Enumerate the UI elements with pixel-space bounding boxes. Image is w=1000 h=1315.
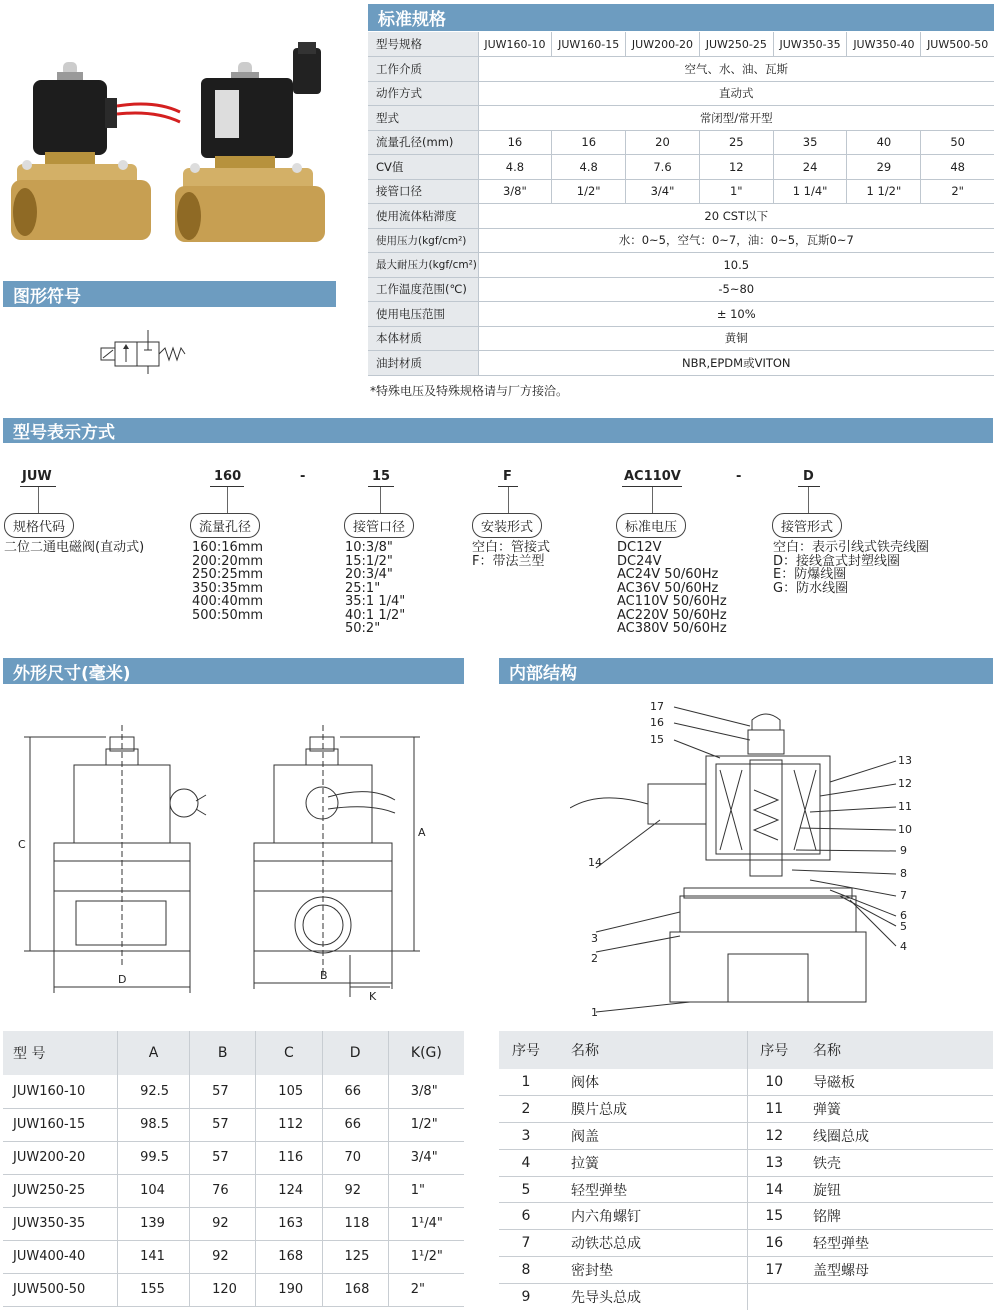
col-header: B [190,1031,256,1075]
internal-structure-drawing [570,700,920,1020]
struct-num: 9 [900,844,907,857]
spec-model: JUW500-50 [921,32,994,57]
spec-value: 20 [626,130,700,155]
code-port: 15 [372,469,391,484]
parts-table [499,1031,993,1310]
spec-row [368,106,994,131]
code-juw: JUW [22,469,52,484]
dim-section-header [3,658,464,684]
spec-value: 20 CST以下 [478,204,994,229]
col-header: 型 号 [3,1031,118,1075]
spec-value: 1 1/4" [773,179,847,204]
struct-num: 8 [900,867,907,880]
desc-bore: 160:16mm 200:20mm 250:25mm 350:35mm 400:40mm 500:50mm [192,540,264,623]
dim-letter-a: A [418,826,426,839]
spec-model: JUW350-40 [847,32,921,57]
spec-row [368,204,994,229]
table-header-row [499,1031,993,1069]
spec-value: 直动式 [478,81,994,106]
table-row: JUW500-50 155 120 190 168 2" [3,1273,464,1306]
code-conn: D [803,469,814,484]
dim-section-title: 外形尺寸(毫米) [13,663,131,684]
table-row: 6 内六角螺钉 15 铭牌 [499,1203,993,1230]
dimension-drawing [10,725,450,1010]
spec-row-models [368,32,994,57]
desc-volt: DC12V DC24V AC24V 50/60Hz AC36V 50/60Hz AC110V 50/60Hz AC220V 50/60Hz AC380V 50/60Hz [617,540,727,636]
struct-num: 7 [900,889,907,902]
spec-model: JUW160-10 [478,32,552,57]
spec-label: 工作介质 [368,57,478,82]
code-volt: AC110V [624,469,681,484]
spec-value: ± 10% [478,302,994,327]
spec-row [368,228,994,253]
spec-table [368,32,994,376]
spec-value: 25 [699,130,773,155]
spec-value: 7.6 [626,155,700,180]
spec-model: JUW350-35 [773,32,847,57]
table-row: 4 拉簧 13 铁壳 [499,1149,993,1176]
table-row: 8 密封垫 17 盖型螺母 [499,1257,993,1284]
table-row: 9 先导头总成 [499,1283,993,1310]
table-row: JUW400-40 141 92 168 125 1¹/2" [3,1240,464,1273]
struct-num: 13 [898,754,912,767]
spec-value: -5~80 [478,277,994,302]
label-mount: 安装形式 [472,513,542,538]
spec-value: 4.8 [478,155,552,180]
spec-row [368,81,994,106]
struct-num: 11 [898,800,912,813]
dim-letter-d: D [118,973,127,986]
struct-num: 1 [591,1006,598,1019]
spec-value: 黄铜 [478,326,994,351]
spec-row [368,326,994,351]
table-row: JUW160-10 92.5 57 105 66 3/8" [3,1075,464,1108]
struct-section-title: 内部结构 [509,663,577,684]
label-volt: 标准电压 [616,513,686,538]
spec-value: 空气、水、油、瓦斯 [478,57,994,82]
label-bore: 流量孔径 [190,513,260,538]
struct-num: 10 [898,823,912,836]
code-dash: - [736,469,742,484]
struct-num: 16 [650,716,664,729]
col-header: 名称 [801,1031,993,1069]
spec-value: 2" [921,179,994,204]
table-row: 2 膜片总成 11 弹簧 [499,1096,993,1123]
product-photo [5,40,335,250]
col-header: K(G) [388,1031,464,1075]
struct-num: 4 [900,940,907,953]
spec-section-title: 标准规格 [378,10,446,30]
struct-num: 6 [900,909,907,922]
spec-value: 4.8 [552,155,626,180]
dim-letter-c: C [18,838,26,851]
spec-section-header [368,4,994,31]
spec-row [368,277,994,302]
col-header: D [322,1031,388,1075]
struct-num: 12 [898,777,912,790]
spec-note: *特殊电压及特殊规格请与厂方接洽。 [370,384,569,398]
desc-port: 10:3/8" 15:1/2" 20:3/4" 25:1" 35:1 1/4" 40:1 1/2" 50:2" [345,540,406,636]
spec-model: JUW160-15 [552,32,626,57]
spec-value: 16 [552,130,626,155]
spec-value: 常闭型/常开型 [478,106,994,131]
spec-value: NBR,EPDM或VITON [478,351,994,376]
spec-label: 型式 [368,106,478,131]
col-header: 序号 [747,1031,801,1069]
spec-label: 使用压力(kgf/cm²) [368,228,478,253]
desc-mount: 空白：管接式 F：带法兰型 [472,540,551,569]
col-header: A [118,1031,190,1075]
desc-juw: 二位二通电磁阀(直动式) [4,540,145,555]
spec-value: 40 [847,130,921,155]
table-row: 3 阀盖 12 线圈总成 [499,1123,993,1150]
spec-value: 1" [699,179,773,204]
spec-value: 50 [921,130,994,155]
col-header: C [256,1031,322,1075]
spec-value: 1 1/2" [847,179,921,204]
spec-row [368,57,994,82]
desc-conn: 空白：表示引线式铁壳线圈 D：接线盒式封塑线圈 E：防爆线圈 G：防水线圈 [773,540,930,596]
code-bore: 160 [214,469,242,484]
spec-value: 水：0~5，空气：0~7，油：0~5，瓦斯0~7 [478,228,994,253]
spec-label: 使用流体粘滞度 [368,204,478,229]
code-mount: F [503,469,512,484]
struct-num: 14 [588,856,602,869]
struct-num: 17 [650,700,664,713]
spec-label: 型号规格 [368,32,478,57]
spec-label: 接管口径 [368,179,478,204]
spec-label: 使用电压范围 [368,302,478,327]
spec-row [368,351,994,376]
spec-label: 工作温度范围(℃) [368,277,478,302]
spec-row [368,302,994,327]
table-row: 5 轻型弹垫 14 旋钮 [499,1176,993,1203]
col-header: 序号 [499,1031,553,1069]
table-row: 1 阀体 10 导磁板 [499,1069,993,1096]
label-port: 接管口径 [344,513,414,538]
table-row: JUW350-35 139 92 163 118 1¹/4" [3,1207,464,1240]
symbol-section-header [3,281,336,307]
spec-value: 48 [921,155,994,180]
spec-label: CV值 [368,155,478,180]
struct-num: 5 [900,920,907,933]
symbol-section-title: 图形符号 [13,286,81,307]
label-conn: 接管形式 [772,513,842,538]
spec-label: 油封材质 [368,351,478,376]
spec-value: 3/4" [626,179,700,204]
table-row: JUW160-15 98.5 57 112 66 1/2" [3,1108,464,1141]
struct-num: 2 [591,952,598,965]
struct-section-header [499,658,993,684]
spec-label: 最大耐压力(kgf/cm²) [368,253,478,278]
spec-value: 3/8" [478,179,552,204]
spec-value: 1/2" [552,179,626,204]
spec-row [368,155,994,180]
spec-row [368,179,994,204]
model-section-title: 型号表示方式 [13,423,115,443]
spec-row [368,130,994,155]
struct-num: 15 [650,733,664,746]
struct-num: 3 [591,932,598,945]
table-row: 7 动铁芯总成 16 轻型弹垫 [499,1230,993,1257]
col-header: 名称 [553,1031,747,1069]
code-dash: - [300,469,306,484]
dim-letter-b: B [320,969,328,982]
spec-value: 24 [773,155,847,180]
dimensions-table [3,1031,464,1307]
spec-label: 流量孔径(mm) [368,130,478,155]
spec-value: 16 [478,130,552,155]
spec-model: JUW250-25 [699,32,773,57]
spec-label: 动作方式 [368,81,478,106]
spec-row [368,253,994,278]
spec-value: 35 [773,130,847,155]
model-section-header [3,418,993,443]
spec-value: 29 [847,155,921,180]
table-row: JUW250-25 104 76 124 92 1" [3,1174,464,1207]
spec-model: JUW200-20 [626,32,700,57]
table-row: JUW200-20 99.5 57 116 70 3/4" [3,1141,464,1174]
spec-value: 10.5 [478,253,994,278]
valve-symbol-icon [95,330,225,380]
spec-label: 本体材质 [368,326,478,351]
table-header-row [3,1031,464,1075]
spec-value: 12 [699,155,773,180]
label-spec-code: 规格代码 [4,513,74,538]
dim-letter-k: K [369,990,377,1003]
